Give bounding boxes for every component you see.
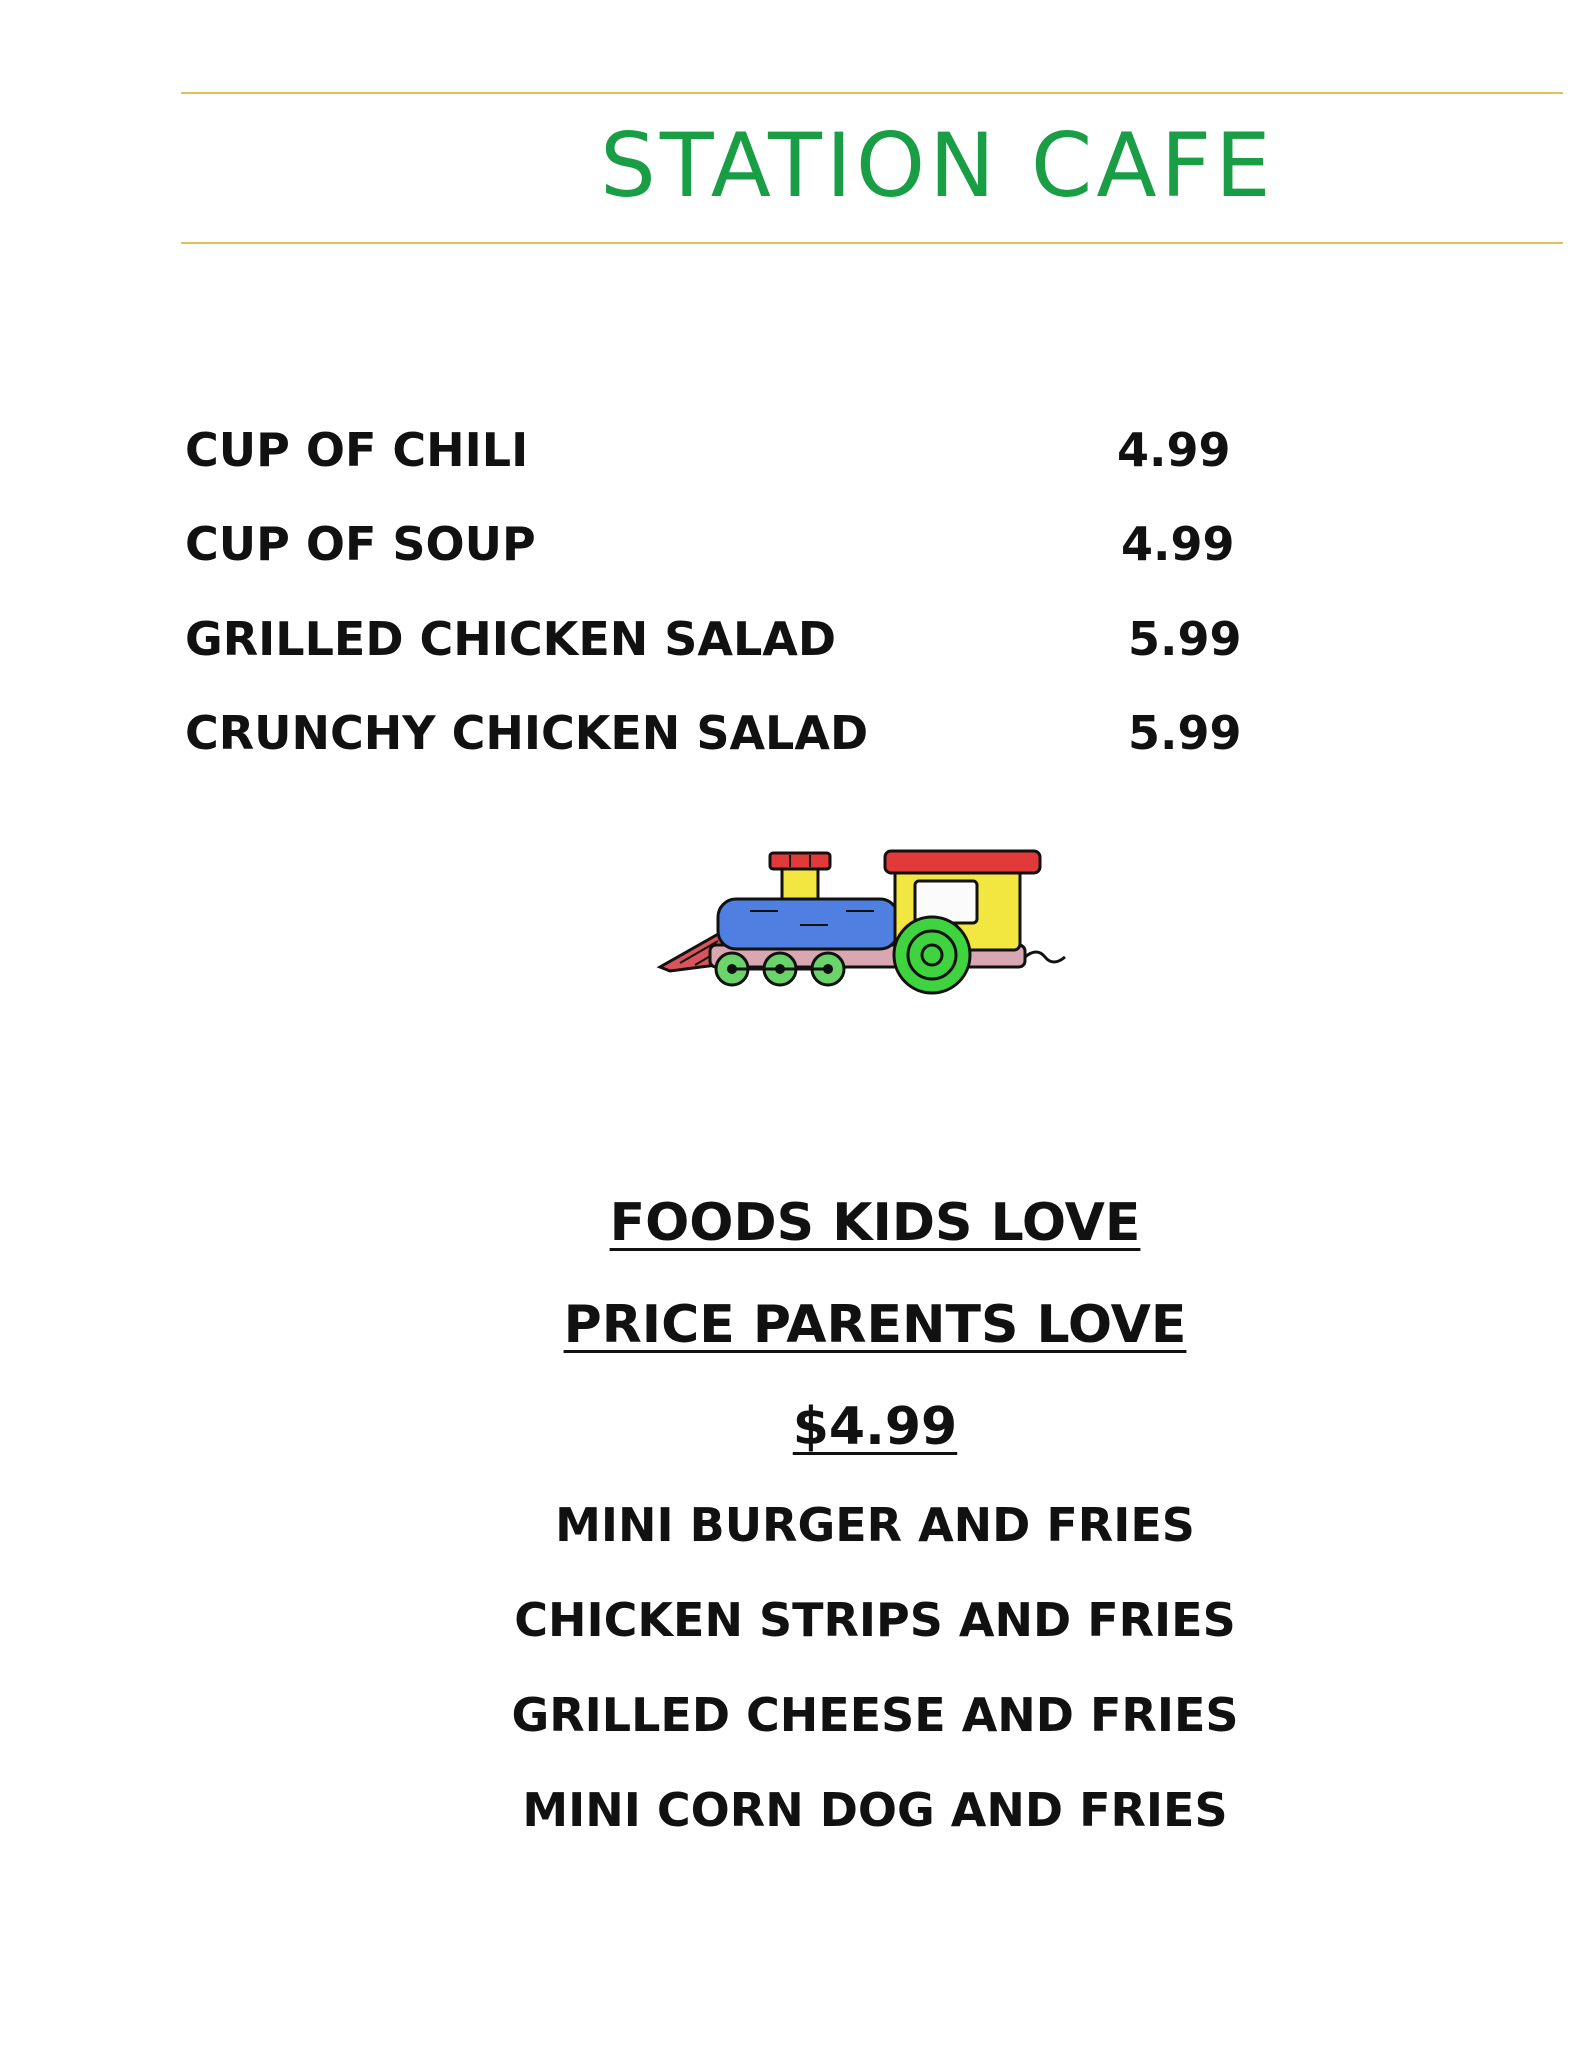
kids-heading-primary	[400, 1190, 1350, 1256]
kids-heading-secondary	[400, 1292, 1350, 1358]
menu-item-name: GRILLED CHICKEN SALAD	[185, 612, 837, 666]
kids-menu-item: GRILLED CHEESE AND FRIES	[511, 1688, 1239, 1742]
menu-item-name: CUP OF CHILI	[185, 423, 529, 477]
header-top-rule	[181, 92, 1563, 94]
menu-item-row	[185, 420, 1245, 480]
kids-menu-item: MINI BURGER AND FRIES	[555, 1498, 1195, 1552]
menu-item-name: CUP OF SOUP	[185, 517, 536, 571]
kids-menu-item: MINI CORN DOG AND FRIES	[522, 1783, 1228, 1837]
menu-item-row	[185, 514, 1245, 574]
menu-item-price: 4.99	[1117, 423, 1231, 477]
menu-item-price: 4.99	[1121, 517, 1235, 571]
kids-price	[400, 1394, 1350, 1460]
menu-item-price: 5.99	[1128, 706, 1242, 760]
kids-heading-secondary-text: PRICE PARENTS LOVE	[563, 1295, 1187, 1355]
kids-price-text: $4.99	[792, 1397, 958, 1457]
menu-item-row	[185, 703, 1245, 763]
page-title: STATION CAFE	[600, 114, 1275, 217]
menu-item-price: 5.99	[1128, 612, 1242, 666]
kids-heading-primary-text: FOODS KIDS LOVE	[609, 1193, 1141, 1253]
menu-item-row	[185, 609, 1245, 669]
kids-menu-item: CHICKEN STRIPS AND FRIES	[514, 1593, 1236, 1647]
toy-train-icon	[650, 845, 1100, 995]
menu-item-name: CRUNCHY CHICKEN SALAD	[185, 706, 869, 760]
header-bottom-rule	[181, 242, 1563, 244]
